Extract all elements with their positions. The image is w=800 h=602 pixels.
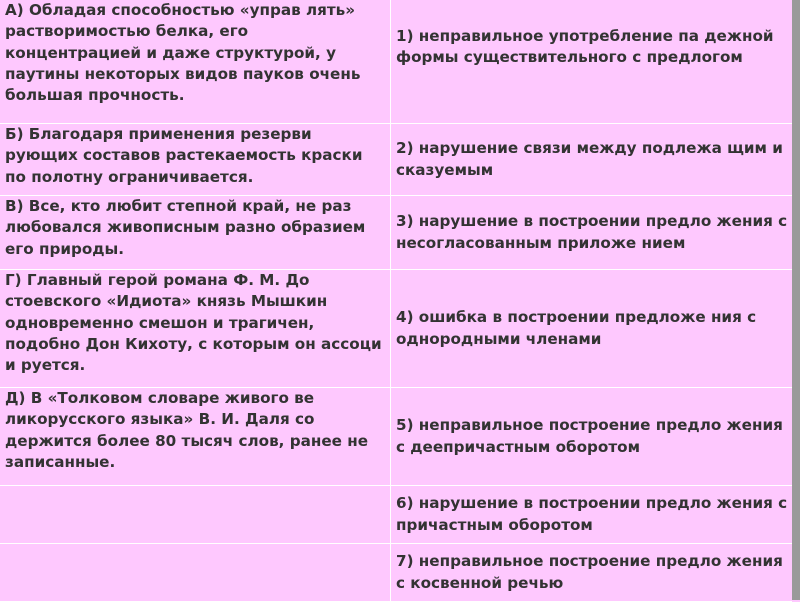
error-type-1: 1) неправильное употребление па дежной формы существительного с предлогом bbox=[396, 27, 774, 67]
right-cell-2 bbox=[391, 124, 792, 196]
sentence-b: Б) Благодаря применения резерви рующих составов растекаемость краски по полотну ограничивается. bbox=[5, 125, 363, 186]
left-cell-b bbox=[0, 124, 391, 196]
error-type-5: 5) неправильное построение предло жения с деепричастным оборотом bbox=[396, 416, 783, 456]
right-cell-5 bbox=[391, 388, 792, 486]
left-cell-d bbox=[0, 388, 391, 486]
right-cell-6 bbox=[391, 486, 792, 544]
right-cell-1 bbox=[391, 0, 792, 124]
error-type-4: 4) ошибка в построении предложе ния с однородными членами bbox=[396, 308, 757, 348]
error-type-7: 7) неправильное построение предло жения с косвенной речью bbox=[396, 552, 783, 592]
sentence-d: Д) В «Толковом словаре живого ве ликорусского языка» В. И. Даля со держится более 80 тысяч слов, ранее не записанные. bbox=[5, 389, 369, 471]
left-cell-g bbox=[0, 270, 391, 388]
sentence-g: Г) Главный герой романа Ф. М. До стоевского «Идиота» князь Мышкин одновременно смешон и трагичен, подобно Дон Кихоту, с которым он ассоци и руется. bbox=[5, 271, 382, 375]
right-cell-4 bbox=[391, 270, 792, 388]
right-edge-strip bbox=[792, 0, 800, 600]
error-type-3: 3) нарушение в построении предло жения с несогласованным приложе нием bbox=[396, 212, 788, 252]
left-cell-empty-6 bbox=[0, 486, 391, 544]
error-type-2: 2) нарушение связи между подлежа щим и сказуемым bbox=[396, 139, 783, 179]
left-cell-v bbox=[0, 196, 391, 270]
error-type-6: 6) нарушение в построении предло жения с причастным оборотом bbox=[396, 494, 788, 534]
sentence-a: А) Обладая способностью «управ лять» растворимостью белка, его концентрацией и даже структурой, у паутины некоторых видов пауков очень большая прочность. bbox=[5, 1, 361, 105]
left-cell-a bbox=[0, 0, 391, 124]
sentence-v: В) Все, кто любит степной край, не раз любовался живописным разно образием его природы. bbox=[5, 197, 366, 258]
right-cell-3 bbox=[391, 196, 792, 270]
left-cell-empty-7 bbox=[0, 544, 391, 602]
right-cell-7 bbox=[391, 544, 792, 602]
